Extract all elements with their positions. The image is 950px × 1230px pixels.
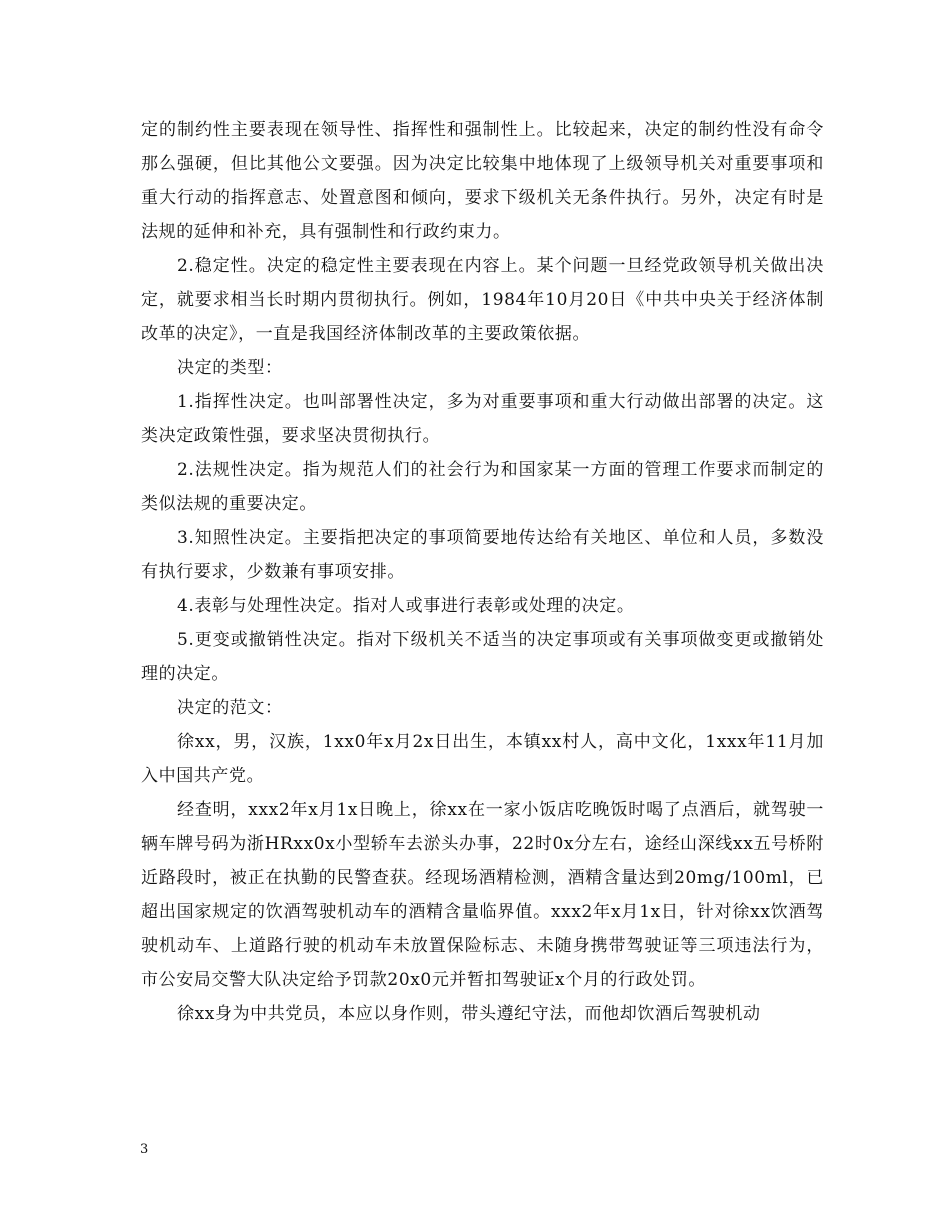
paragraph: 定的制约性主要表现在领导性、指挥性和强制性上。比较起来，决定的制约性没有命令那么强硬，但比其他公文要强。因为决定比较集中地体现了上级领导机关对重要事项和重大行动的指挥意志、处置意图和倾向，要求下级机关无条件执行。另外，决定有时是法规的延伸和补充，具有强制性和行政约束力。	[141, 120, 824, 242]
list-item: 4.表彰与处理性决定。指对人或事进行表彰或处理的决定。	[177, 596, 635, 616]
paragraph: 2.稳定性。决定的稳定性主要表现在内容上。某个问题一旦经党政领导机关做出决定，就要求相当长时期内贯彻执行。例如，1984年10月20日《中共中央关于经济体制改革的决定》，一直是我国经济体制改革的主要政策依据。	[141, 256, 824, 344]
paragraph: 徐xx，男，汉族，1xx0年x月2x日出生，本镇xx村人，高中文化，1xxx年11月加入中国共产党。	[141, 732, 824, 786]
paragraph: 徐xx身为中共党员，本应以身作则，带头遵纪守法，而他却饮酒后驾驶机动	[177, 1004, 761, 1024]
list-item: 1.指挥性决定。也叫部署性决定，多为对重要事项和重大行动做出部署的决定。这类决定政策性强，要求坚决贯彻执行。	[141, 392, 824, 446]
section-heading: 决定的类型：	[177, 358, 283, 378]
page-number: 3	[140, 1142, 149, 1157]
paragraph: 经查明，xxx2年x月1x日晚上，徐xx在一家小饭店吃晚饭时喝了点酒后，就驾驶一辆车牌号码为浙HRxx0x小型轿车去淤头办事，22时0x分左右，途经山深线xx五号桥附近路段时，被正在执勤的民警查获。经现场酒精检测，酒精含量达到20mg/100ml，已超出国家规定的饮酒驾驶机动车的酒精含量临界值。xxx2年x月1x日，针对徐xx饮酒驾驶机动车、上道路行驶的机动车未放置保险标志、未随身携带驾驶证等三项违法行为，市公安局交警大队决定给予罚款20x0元并暂扣驾驶证x个月的行政处罚。	[141, 800, 824, 990]
document-body	[141, 113, 824, 1031]
list-item: 5.更变或撤销性决定。指对下级机关不适当的决定事项或有关事项做变更或撤销处理的决定。	[141, 630, 824, 684]
list-item: 3.知照性决定。主要指把决定的事项简要地传达给有关地区、单位和人员，多数没有执行要求，少数兼有事项安排。	[141, 528, 824, 582]
section-heading: 决定的范文：	[177, 698, 283, 718]
list-item: 2.法规性决定。指为规范人们的社会行为和国家某一方面的管理工作要求而制定的类似法规的重要决定。	[141, 460, 824, 514]
